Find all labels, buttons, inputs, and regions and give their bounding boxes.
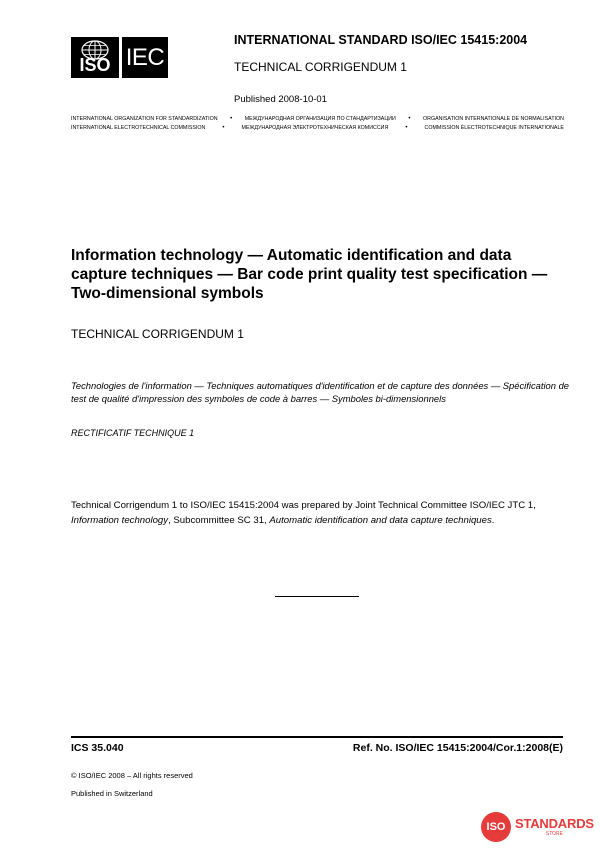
separator: • [230,116,233,122]
org-iec-ru: МЕЖДУНАРОДНАЯ ЭЛЕКТРОТЕХНИЧЕСКАЯ КОМИССИЯ [241,125,389,131]
stamp-text [515,817,594,837]
published-date: Published 2008-10-01 [234,94,327,105]
body-text-italic: Information technology [71,514,169,526]
body-text: . [491,514,495,526]
stamp-small: STORE [545,831,563,837]
iso-logo [71,37,119,78]
iso-iec-logo [71,37,168,78]
french-corrigendum-label: RECTIFICATIF TECHNIQUE 1 [71,428,195,438]
iec-logo [122,37,168,78]
org-iec-en: INTERNATIONAL ELECTROTECHNICAL COMMISSION [71,125,206,131]
organizations-line-2 [71,125,564,131]
corrigendum-label: TECHNICAL CORRIGENDUM 1 [71,327,244,341]
iso-logo-text: ISO [79,55,111,75]
document-title: Information technology — Automatic identification and data capture techniques — Bar code print quality test specification — Two-dimensional symbols [71,247,548,302]
stamp-iso-badge: ISO [481,812,511,842]
org-iso-en: INTERNATIONAL ORGANIZATION FOR STANDARDIZATION [71,116,218,122]
footer-rule [71,736,563,738]
org-iso-fr: ORGANISATION INTERNATIONALE DE NORMALISATION [423,116,564,122]
french-title: Technologies de l'information — Techniques automatiques d'identification et de capture des données — Spécification de test de qualité d'impression des symboles de code à barres — Symboles bi-dimensionnels [71,380,569,404]
org-iso-ru: МЕЖДУНАРОДНАЯ ОРГАНИЗАЦИЯ ПО СТАНДАРТИЗАЦИИ [244,116,396,122]
globe-icon [80,40,110,60]
reference-number: Ref. No. ISO/IEC 15415:2004/Cor.1:2008(E) [352,742,563,754]
iec-logo-text: IEC [125,43,165,71]
organizations-line-1 [71,116,564,122]
separator: • [222,125,225,131]
org-iec-fr: COMMISSION ÉLECTROTECHNIQUE INTERNATIONALE [424,125,564,131]
ics-code: ICS 35.040 [71,742,124,754]
separator: • [405,125,408,131]
published-in: Published in Switzerland [71,789,153,798]
separator: • [408,116,411,122]
body-paragraph [71,499,571,528]
end-rule [275,596,359,597]
stamp-word: STANDARDS [515,816,594,831]
body-text: Technical Corrigendum 1 to ISO/IEC 15415:2004 was prepared by Joint Technical Committee ISO/IEC JTC 1, [71,500,536,511]
copyright: © ISO/IEC 2008 – All rights reserved [71,771,193,780]
standard-title: INTERNATIONAL STANDARD ISO/IEC 15415:2004 [234,33,528,47]
body-text: , Subcommittee SC 31, [168,514,270,526]
standards-store-stamp [481,812,594,842]
corrigendum-header: TECHNICAL CORRIGENDUM 1 [234,60,407,74]
body-text-italic: Automatic identification and data capture techniques [269,514,492,526]
